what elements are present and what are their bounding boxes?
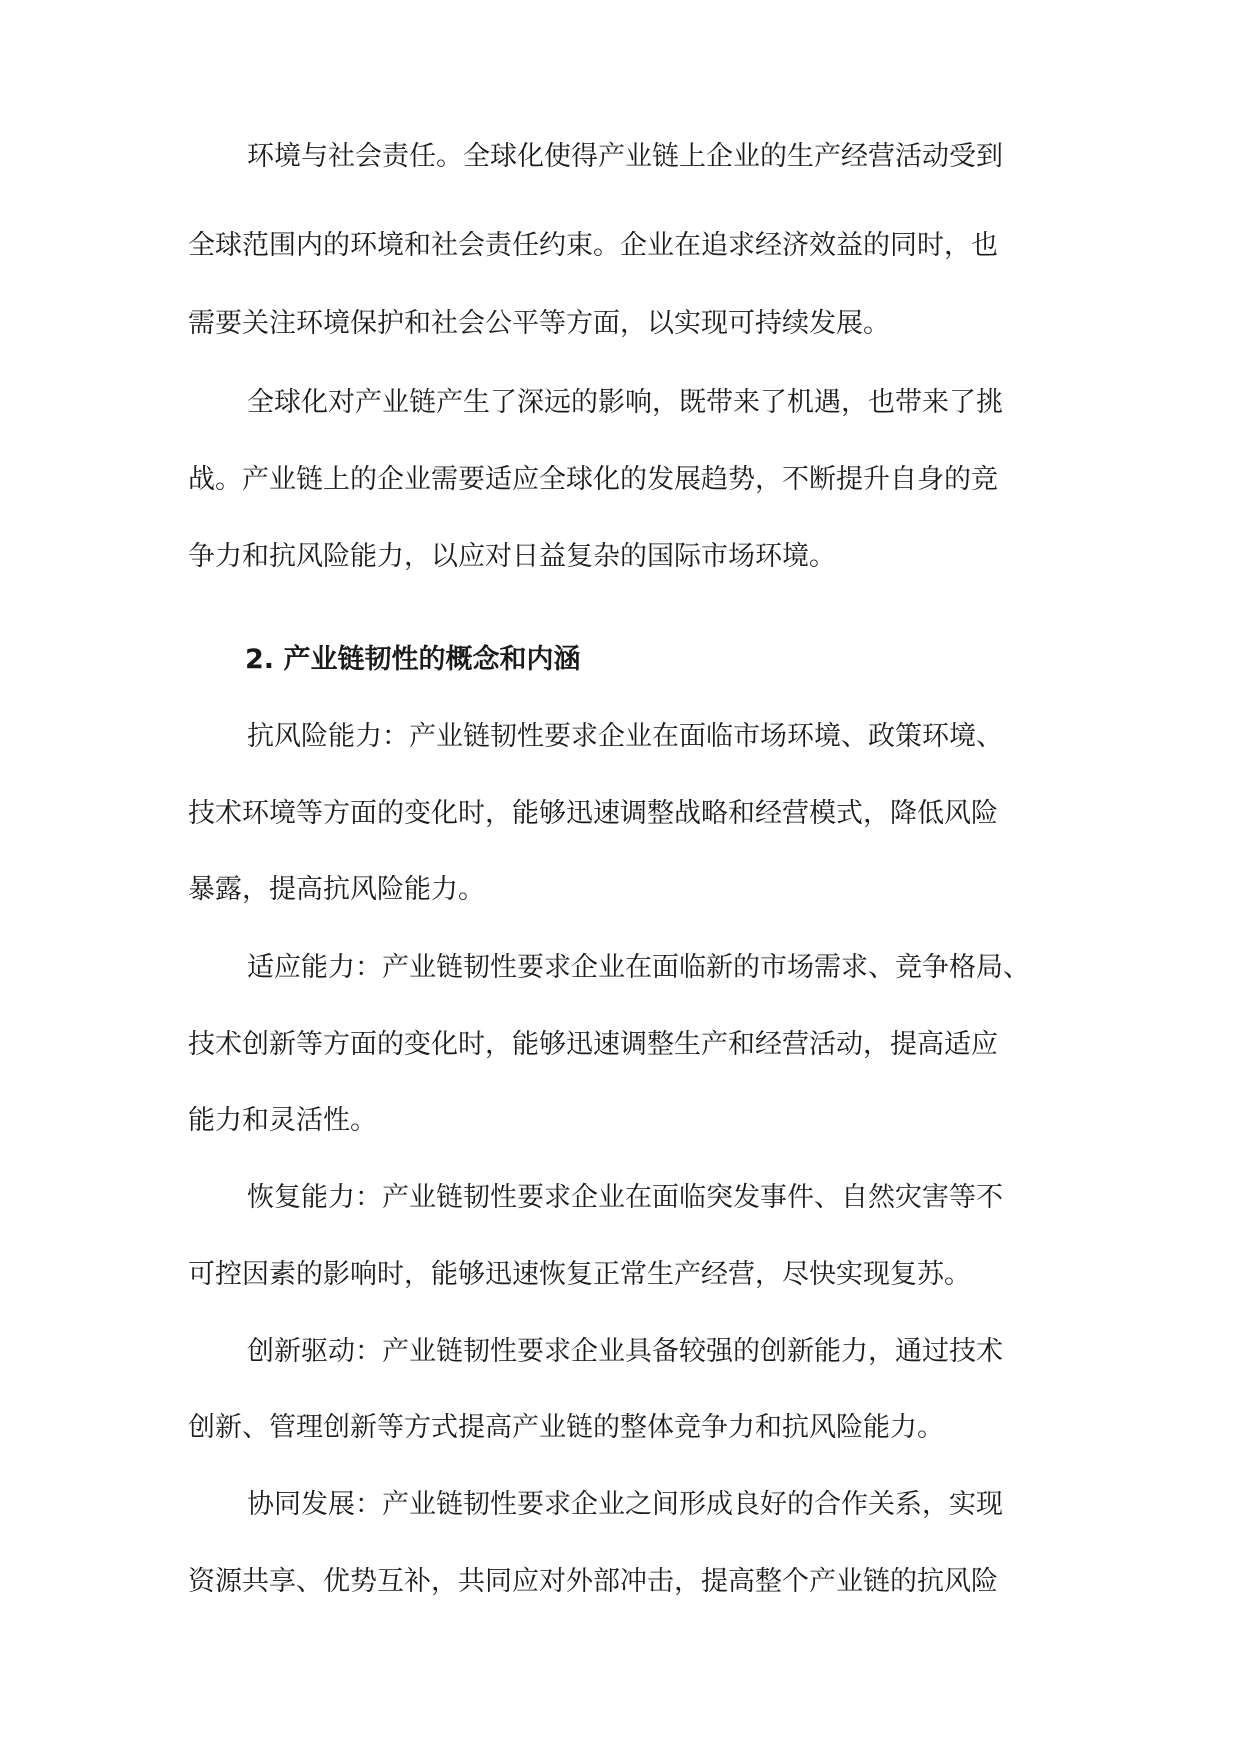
paragraph-line: 争力和抗风险能力，以应对日益复杂的国际市场环境。: [188, 541, 836, 572]
paragraph-line: 协同发展：产业链韧性要求企业之间形成良好的合作关系，实现: [247, 1489, 1003, 1520]
paragraph-line: 技术环境等方面的变化时，能够迅速调整战略和经营模式，降低风险: [188, 798, 998, 829]
paragraph-line: 创新、管理创新等方式提高产业链的整体竞争力和抗风险能力。: [188, 1412, 944, 1443]
paragraph-line: 战。产业链上的企业需要适应全球化的发展趋势，不断提升自身的竞: [188, 464, 998, 495]
section-heading: 2. 产业链韧性的概念和内涵: [245, 644, 581, 675]
paragraph-line: 可控因素的影响时，能够迅速恢复正常生产经营，尽快实现复苏。: [188, 1259, 971, 1290]
paragraph-line: 适应能力：产业链韧性要求企业在面临新的市场需求、竞争格局、: [247, 952, 1030, 983]
paragraph-line: 创新驱动：产业链韧性要求企业具备较强的创新能力，通过技术: [247, 1336, 1003, 1367]
paragraph-line: 暴露，提高抗风险能力。: [188, 874, 485, 905]
paragraph-line: 需要关注环境保护和社会公平等方面，以实现可持续发展。: [188, 308, 890, 339]
paragraph-line: 恢复能力：产业链韧性要求企业在面临突发事件、自然灾害等不: [247, 1182, 1003, 1213]
paragraph-line: 技术创新等方面的变化时，能够迅速调整生产和经营活动，提高适应: [188, 1029, 998, 1060]
paragraph-line: 抗风险能力：产业链韧性要求企业在面临市场环境、政策环境、: [247, 721, 1003, 752]
paragraph-line: 能力和灵活性。: [188, 1105, 377, 1136]
paragraph-line: 资源共享、优势互补，共同应对外部冲击，提高整个产业链的抗风险: [188, 1566, 998, 1597]
paragraph-line: 全球范围内的环境和社会责任约束。企业在追求经济效益的同时，也: [188, 230, 998, 261]
paragraph-line: 环境与社会责任。全球化使得产业链上企业的生产经营活动受到: [247, 141, 1003, 172]
paragraph-line: 全球化对产业链产生了深远的影响，既带来了机遇，也带来了挑: [247, 387, 1003, 418]
